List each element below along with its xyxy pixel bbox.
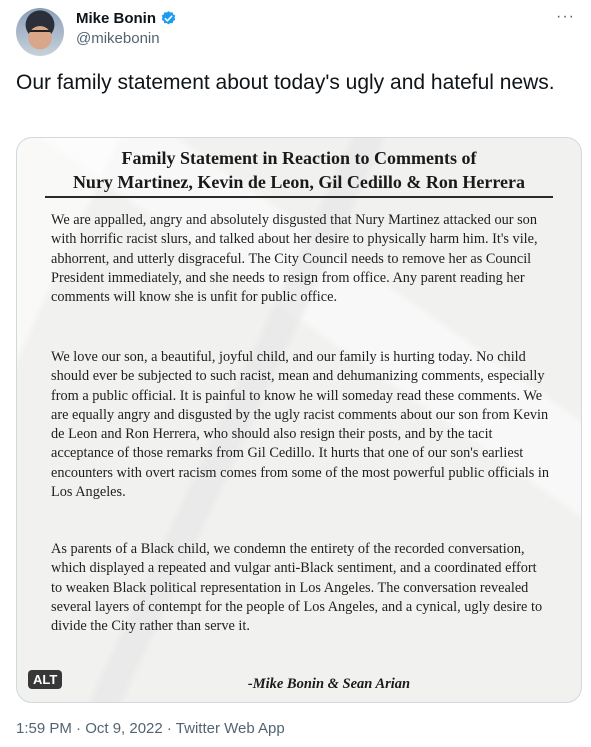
statement-paragraph-2: We love our son, a beautiful, joyful child, and our family is hurting today. No child should ever be subjected to such racist, mean and dehumanizing comments, especially from a public official. It is painful to know he will someday read these comments. We are equally angry and disgusted by the ugly racist comments about our son from Kevin de Leon and Ron Herrera, who should also resign their posts, and by the tacit acceptance of those remarks from Gil Cedillo. It hurts that one of our son's earliest encounters with overt racism comes from some of the most powerful public officials in Los Angeles.: [51, 349, 550, 501]
author-name-row: [76, 10, 177, 27]
title-divider: [45, 196, 553, 198]
tweet-text: Our family statement about today's ugly and hateful news.: [16, 71, 555, 94]
alt-text-button[interactable]: ALT: [28, 670, 62, 689]
avatar-glasses: [29, 30, 51, 38]
author-handle[interactable]: @mikebonin: [76, 30, 160, 47]
statement-title-line2: Nury Martinez, Kevin de Leon, Gil Cedillo & Ron Herrera: [72, 172, 526, 192]
author-info: [76, 10, 177, 47]
statement-paragraph-3: As parents of a Black child, we condemn the entirety of the recorded conversation, which displayed a repeated and vulgar anti-Black sentiment, and a coordinated effort to weaken Black political representation in Los Angeles. The conversation revealed several layers of contempt for the people of Los Angeles, and a cynical, ugly desire to divide the City rather than serve it.: [51, 541, 543, 635]
tweet-image[interactable]: [16, 137, 582, 703]
tweet-timestamp[interactable]: 1:59 PM · Oct 9, 2022 · Twitter Web App: [16, 720, 285, 737]
tweet-header: [16, 8, 575, 58]
avatar[interactable]: [16, 8, 64, 56]
statement-signature: -Mike Bonin & Sean Arian: [247, 676, 411, 692]
statement-title: [17, 146, 581, 194]
statement-document: [17, 138, 581, 702]
statement-title-line1: Family Statement in Reaction to Comments of: [121, 148, 477, 168]
more-options-icon[interactable]: ···: [556, 8, 575, 25]
verified-badge-icon: [160, 10, 177, 27]
statement-paragraph-1: We are appalled, angry and absolutely disgusted that Nury Martinez attacked our son with horrific racist slurs, and talked about her desire to physically harm him. It's vile, abhorrent, and utterly disgraceful. The City Council needs to remove her as Council President immediately, and she needs to resign from office. Any parent reading her comments will know she is unfit for public office.: [51, 212, 538, 306]
author-name[interactable]: Mike Bonin: [76, 10, 157, 27]
